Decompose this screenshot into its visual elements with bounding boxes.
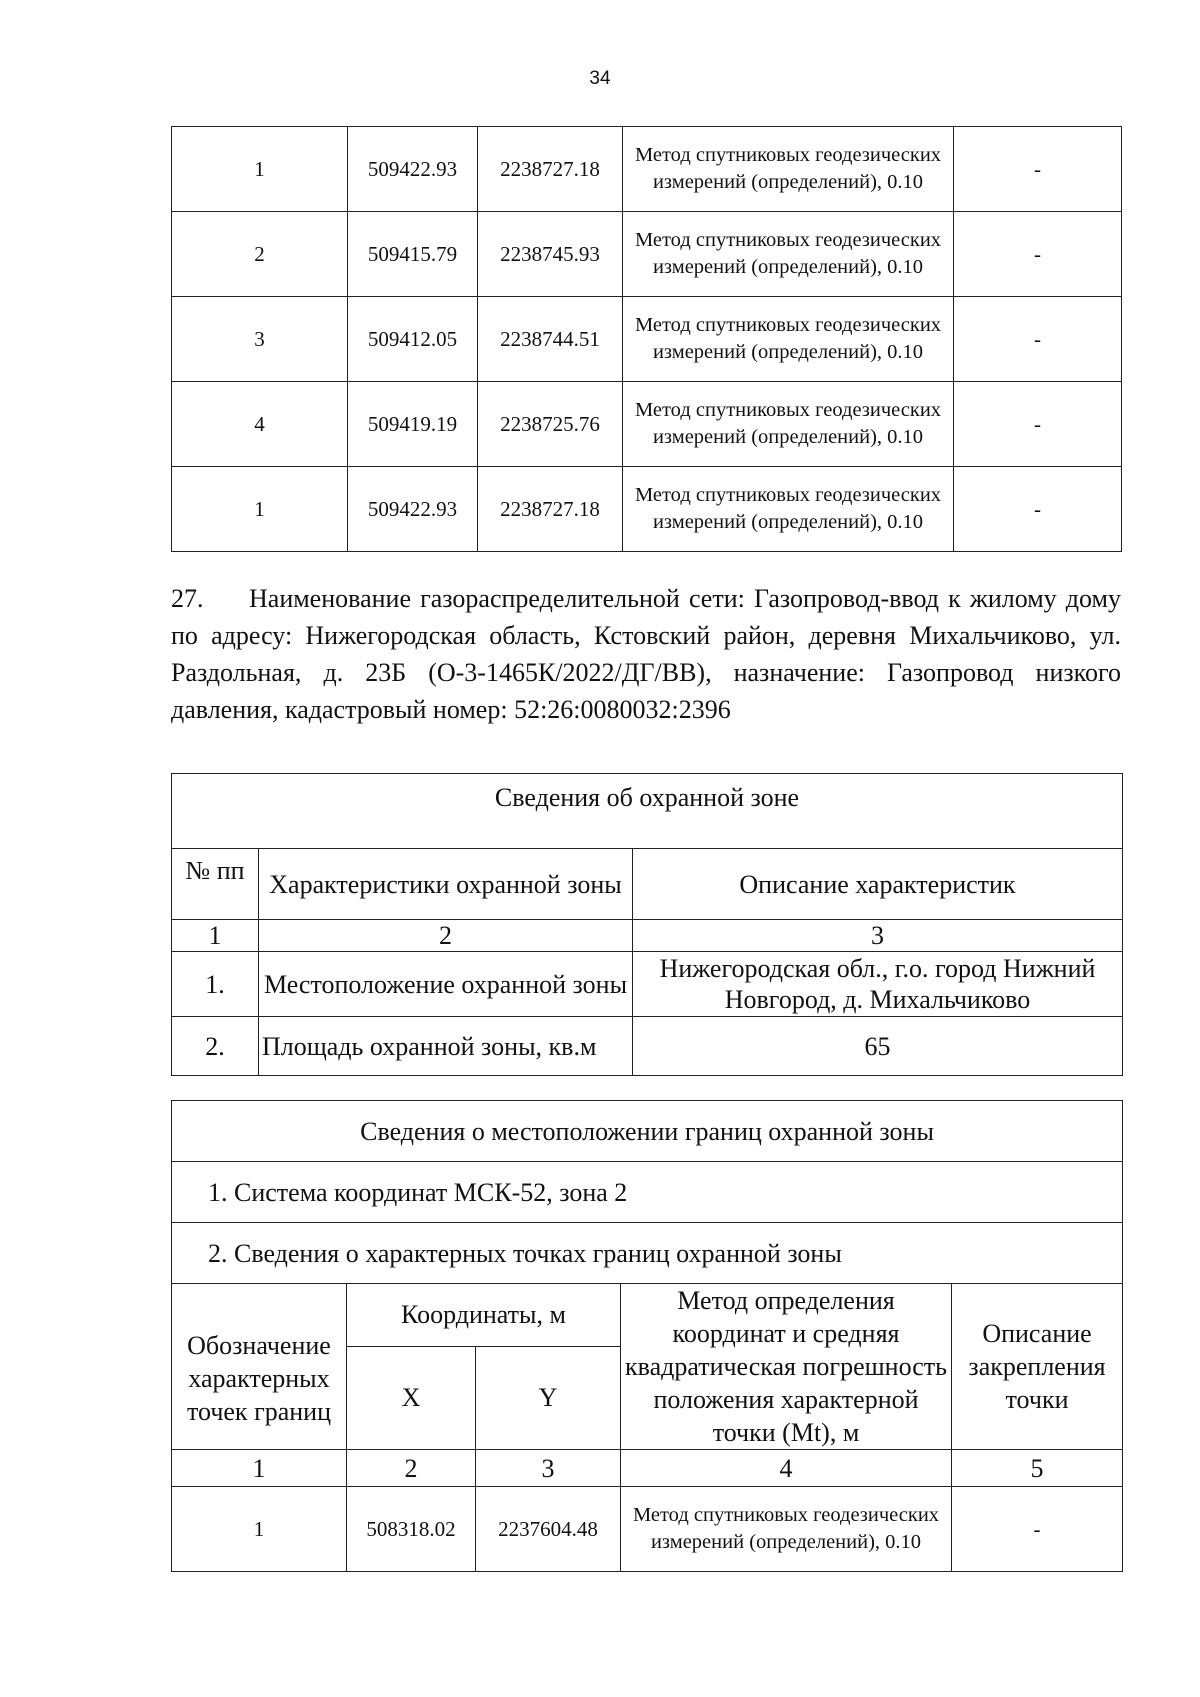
point-number: 2 [172, 212, 348, 297]
table-row [172, 382, 1122, 467]
col-number: 5 [952, 1450, 1123, 1487]
fixing-desc: - [954, 127, 1122, 212]
header-designation: Обозначение характерных точек границ [172, 1284, 347, 1450]
coord-y: 2237604.48 [476, 1487, 621, 1572]
coord-y: 2238745.93 [478, 212, 623, 297]
fixing-desc: - [954, 382, 1122, 467]
col-number: 3 [476, 1450, 621, 1487]
point-number: 1 [172, 1487, 347, 1572]
points-table-continuation [171, 126, 1122, 552]
zone-info-title: Сведения об охранной зоне [172, 774, 1123, 849]
table-row [172, 127, 1122, 212]
section-paragraph [171, 580, 1121, 728]
table-row [172, 467, 1122, 552]
point-number: 1 [172, 467, 348, 552]
row-number: 1. [172, 952, 259, 1017]
coord-x: 509415.79 [348, 212, 478, 297]
zone-info-table [171, 773, 1123, 1076]
characteristic-desc: 65 [633, 1017, 1123, 1076]
fixing-desc: - [952, 1487, 1123, 1572]
zone-borders-table [171, 1100, 1123, 1572]
fixing-desc: - [954, 467, 1122, 552]
header-number: № пп [172, 849, 259, 920]
col-number: 1 [172, 1450, 347, 1487]
table-row [172, 952, 1123, 1017]
header-characteristics: Характеристики охранной зоны [259, 849, 633, 920]
col-number: 3 [633, 920, 1123, 952]
point-number: 3 [172, 297, 348, 382]
point-number: 1 [172, 127, 348, 212]
method: Метод спутниковых геодезических измерений (определений), 0.10 [623, 297, 954, 382]
coord-x: 508318.02 [347, 1487, 476, 1572]
coord-y: 2238744.51 [478, 297, 623, 382]
coord-x: 509412.05 [348, 297, 478, 382]
coord-x: 509419.19 [348, 382, 478, 467]
characteristic-desc: Нижегородская обл., г.о. город Нижний Новгород, д. Михальчиково [633, 952, 1123, 1017]
coord-y: 2238725.76 [478, 382, 623, 467]
characteristic: Местоположение охранной зоны [259, 952, 633, 1017]
row-number: 2. [172, 1017, 259, 1076]
table-row [172, 212, 1122, 297]
page-number: 34 [589, 68, 611, 89]
col-number: 2 [347, 1450, 476, 1487]
section-text: Наименование газораспределительной сети: Газопровод-ввод к жилому дому по адресу: Нижегородская область, Кстовский район, деревня Михальчиково, ул. Раздольная, д. 23Б (О-3-1465К/2022/ДГ/ВВ), назначение: Газопровод низкого давления, кадастровый номер: 52:26:0080032:2396 [171, 584, 1121, 724]
characteristic: Площадь охранной зоны, кв.м [259, 1017, 633, 1076]
header-coords: Координаты, м [347, 1284, 621, 1347]
table-row [172, 297, 1122, 382]
col-number: 4 [621, 1450, 952, 1487]
table-row [172, 1487, 1123, 1572]
table-row [172, 1017, 1123, 1076]
coord-system: 1. Система координат МСК-52, зона 2 [172, 1162, 1123, 1223]
method: Метод спутниковых геодезических измерений (определений), 0.10 [623, 382, 954, 467]
coord-y: 2238727.18 [478, 127, 623, 212]
method: Метод спутниковых геодезических измерений (определений), 0.10 [623, 467, 954, 552]
header-fixing: Описание закрепления точки [952, 1284, 1123, 1450]
header-method: Метод определения координат и средняя квадратическая погрешность положения характерной точки (Mt), м [621, 1284, 952, 1450]
coord-x: 509422.93 [348, 127, 478, 212]
col-number: 2 [259, 920, 633, 952]
points-title: 2. Сведения о характерных точках границ охранной зоны [172, 1223, 1123, 1284]
header-description: Описание характеристик [633, 849, 1123, 920]
method: Метод спутниковых геодезических измерений (определений), 0.10 [623, 127, 954, 212]
header-x: X [347, 1346, 476, 1450]
col-number: 1 [172, 920, 259, 952]
coord-x: 509422.93 [348, 467, 478, 552]
header-y: Y [476, 1346, 621, 1450]
fixing-desc: - [954, 212, 1122, 297]
method: Метод спутниковых геодезических измерений (определений), 0.10 [623, 212, 954, 297]
coord-y: 2238727.18 [478, 467, 623, 552]
borders-title: Сведения о местоположении границ охранной зоны [172, 1101, 1123, 1162]
method: Метод спутниковых геодезических измерений (определений), 0.10 [621, 1487, 952, 1572]
point-number: 4 [172, 382, 348, 467]
section-number: 27. [171, 584, 204, 613]
fixing-desc: - [954, 297, 1122, 382]
